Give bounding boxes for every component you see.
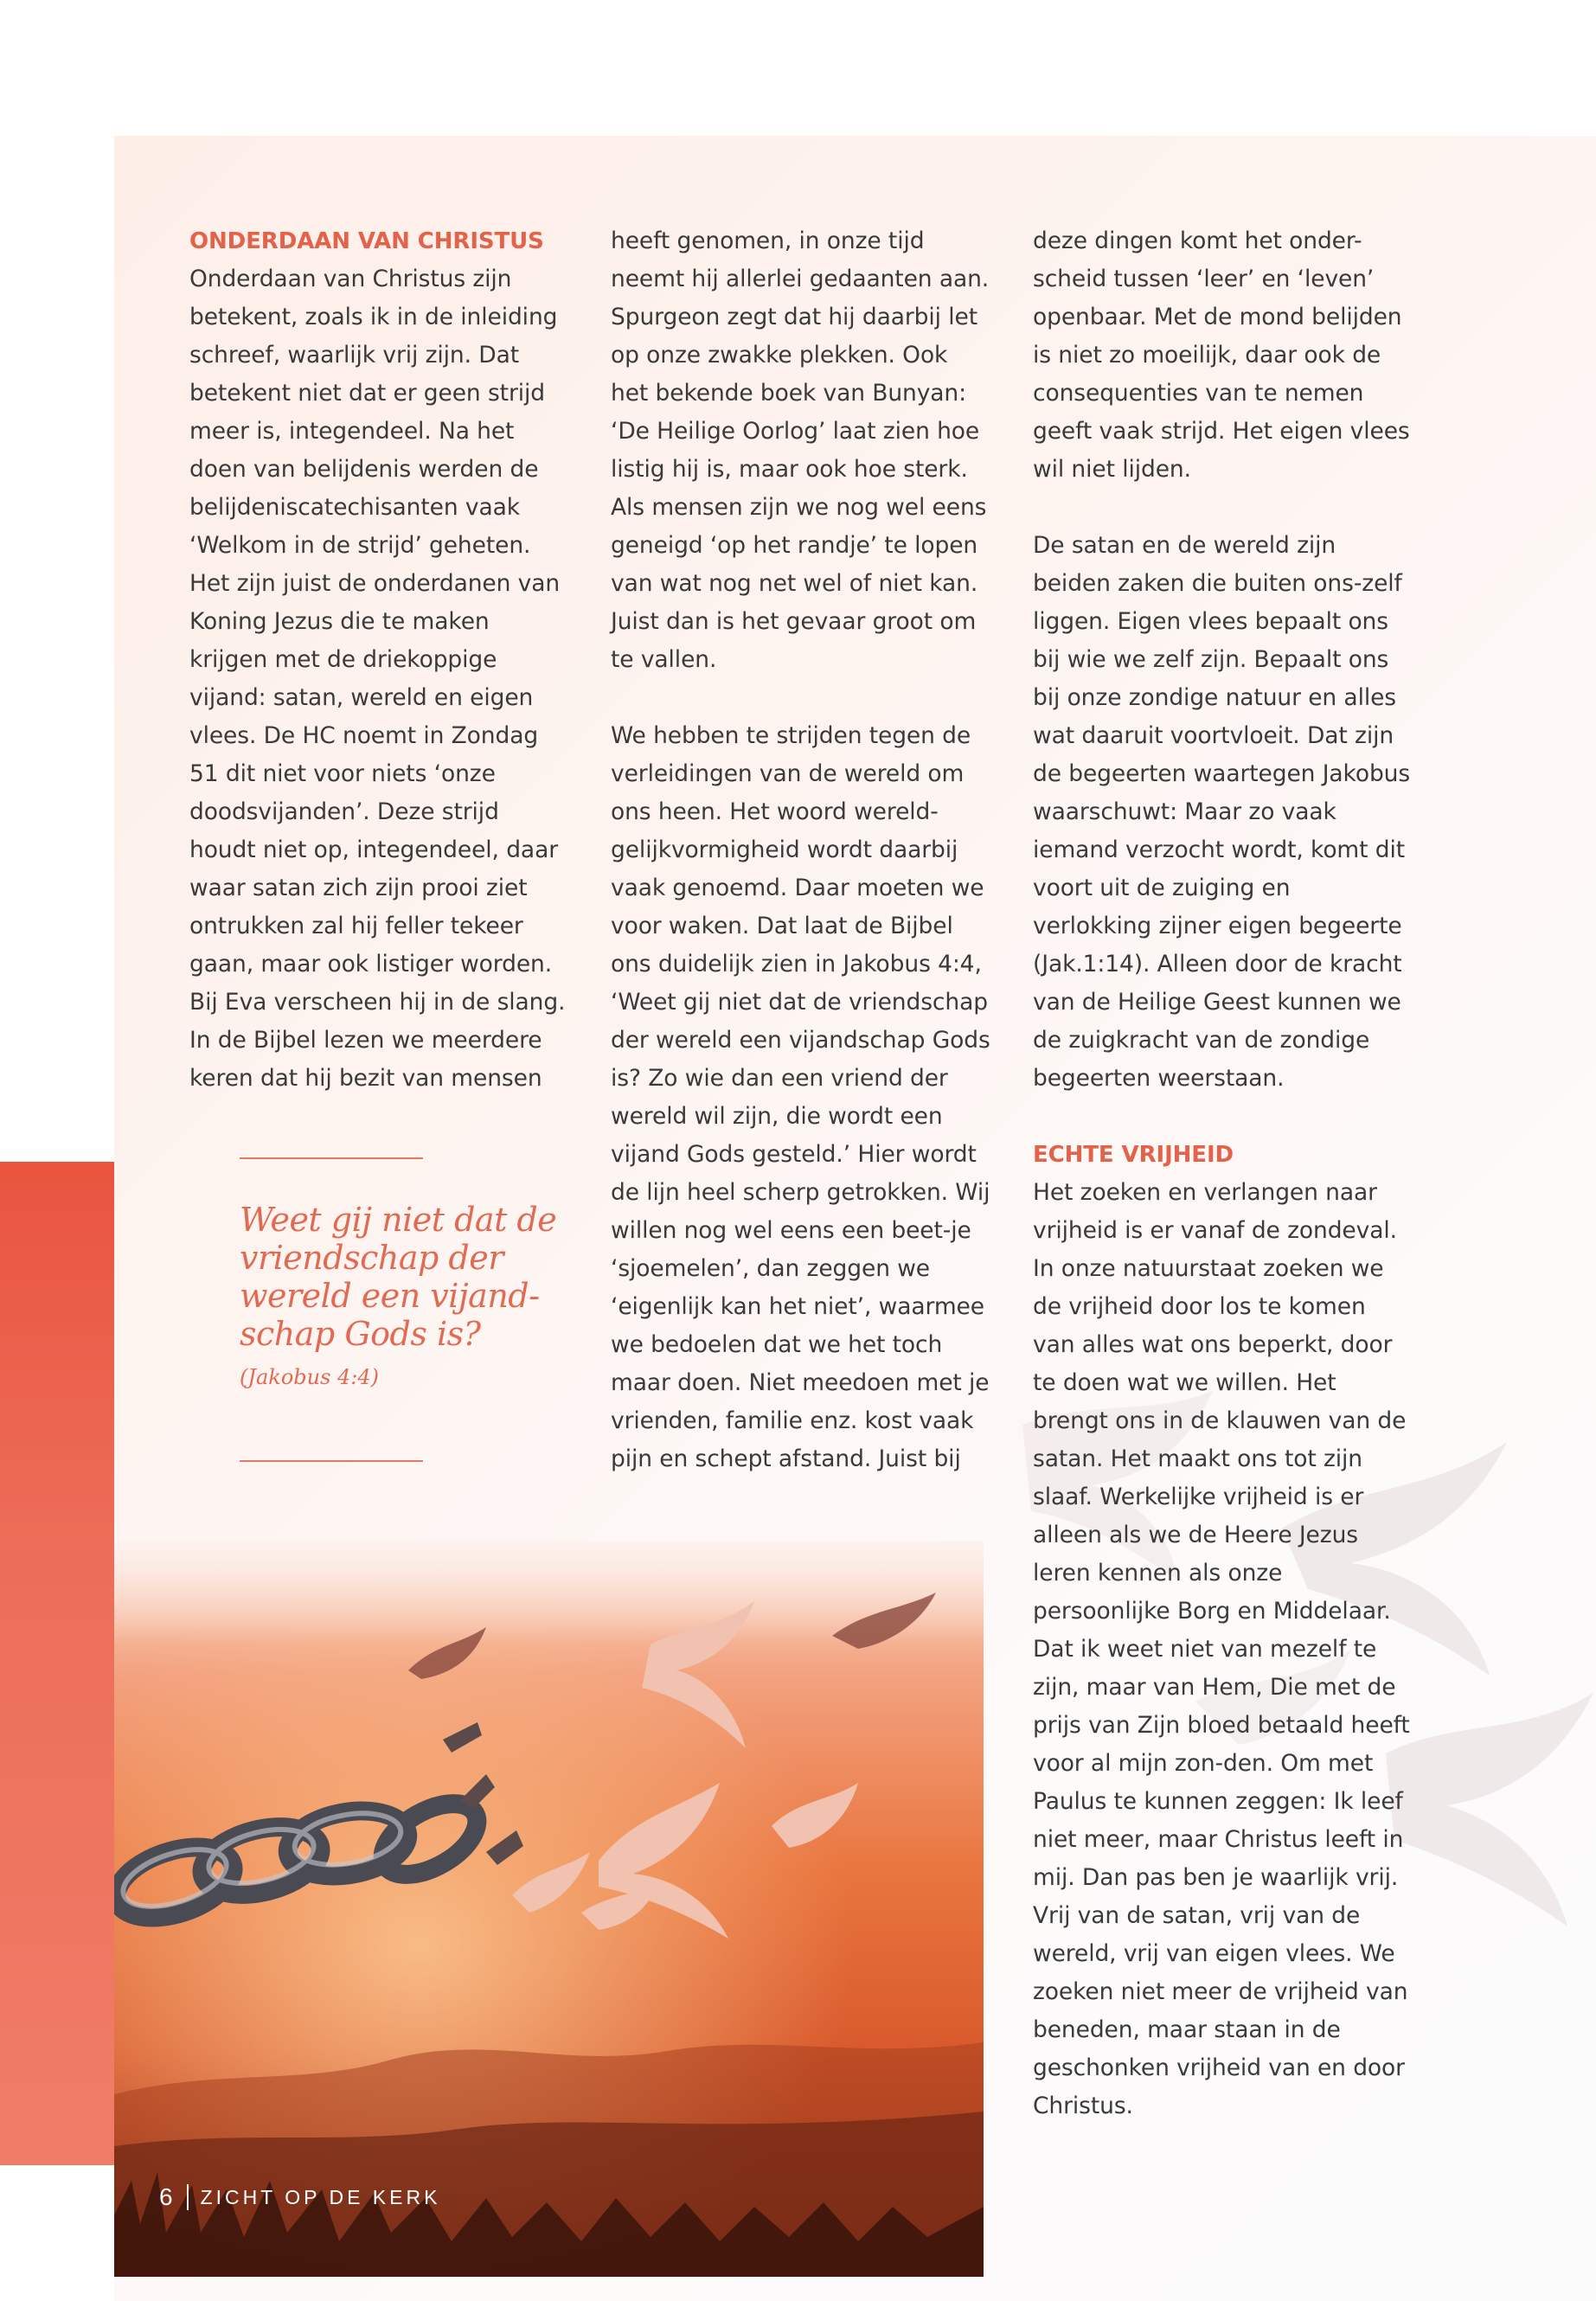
pullquote-bottom-rule [240,1460,423,1462]
footer-separator [187,2184,189,2210]
pullquote-reference: (Jakobus 4:4) [240,1365,380,1389]
paragraph: heeft genomen, in onze tijd neemt hij allerlei gedaanten aan. Spurgeon zegt dat hij daarbij let op onze zwakke plekken. Ook het bekende boek van Bunyan: ‘De Heilige Oorlog’ laat zien hoe listig hij is, maar ook hoe sterk. Als mensen zijn we nog wel eens geneigd ‘op het randje’ te lopen van wat nog net wel of niet kan. Juist dan is het gevaar groot om te vallen. [611,228,990,673]
paragraph: Onderdaan van Christus zijn betekent, zoals ik in de inleiding schreef, waarlijk vrij zijn. Dat betekent niet dat er geen strijd meer is, integendeel. Na het doen van belijdenis werden de belijdeniscatechisanten vaak ‘Welkom in de strijd’ geheten. Het zijn juist de onderdanen van Koning Jezus die te maken krijgen met de driekoppige vijand: satan, wereld en eigen vlees. De HC noemt in Zondag 51 dit niet voor niets ‘onze doodsvijanden’. Deze strijd houdt niet op, integendeel, daar waar satan zich zijn prooi ziet ontrukken zal hij feller tekeer gaan, maar ook listiger worden. Bij Eva verscheen hij in de slang. In de Bijbel lezen we meerdere keren dat hij bezit van mensen [189,266,566,1092]
paragraph: Het zoeken en verlangen naar vrijheid is er vanaf de zondeval. In onze natuurstaat zoeken we de vrijheid door los te komen van alles wat ons beperkt, door te doen wat we willen. Het brengt ons in de klauwen van de satan. Het maakt ons tot zijn slaaf. Werkelijke vrijheid is er alleen als we de Heere Jezus leren kennen als onze persoonlijke Borg en Middelaar. Dat ik weet niet van mezelf te zijn, maar van Hem, Die met de prijs van Zijn bloed betaald heeft voor al mijn zon-den. Om met Paulus te kunnen zeggen: Ik leef niet meer, maar Christus leeft in mij. Dan pas ben je waarlijk vrij. Vrij van de satan, vrij van de wereld, vrij van eigen vlees. We zoeken niet meer de vrijheid van beneden, maar staan in de geschonken vrijheid van en door Christus. [1033,1179,1410,2119]
paragraph: De satan en de wereld zijn beiden zaken die buiten ons-zelf liggen. Eigen vlees bepaalt ons bij wie we zelf zijn. Bepaalt ons bij onze zondige natuur en alles wat daaruit voortvloeit. Dat zijn de begeerten waartegen Jakobus waarschuwt: Maar zo vaak iemand verzocht wordt, komt dit voort uit de zuiging en verlokking zijner eigen begeerte (Jak.1:14). Alleen door de kracht van de Heilige Geest kunnen we de zuigkracht van de zondige begeerten weerstaan. [1033,532,1411,1092]
paragraph: We hebben te strijden tegen de verleidingen van de wereld om ons heen. Het woord wereld-gelijkvormigheid wordt daarbij vaak genoemd. Daar moeten we voor waken. Dat laat de Bijbel ons duidelijk zien in Jakobus 4:4, ‘Weet gij niet dat de vriendschap der wereld een vijandschap Gods is? Zo wie dan een vriend der wereld wil zijn, die wordt een vijand Gods gesteld.’ Hier wordt de lijn heel scherp getrokken. Wij willen nog wel eens een beet-je ‘sjoemelen’, dan zeggen we ‘eigenlijk kan het niet’, waarmee we bedoelen dat we het toch maar doen. Niet meedoen met je vrienden, familie enz. kost vaak pijn en schept afstand. Juist bij [611,722,990,1472]
page-number: 6 [159,2183,173,2210]
accent-side-bar [0,1162,114,2165]
magazine-name: ZICHT OP DE KERK [200,2185,441,2208]
broken-chain-birds-photo [114,1541,984,2277]
section-heading-echte-vrijheid: ECHTE VRIJHEID [1033,1142,1234,1168]
paragraph: deze dingen komt het onder-scheid tussen ‘leer’ en ‘leven’ openbaar. Met de mond belijden is niet zo moeilijk, daar ook de consequenties van te nemen geeft vaak strijd. Het eigen vlees wil niet lijden. [1033,228,1410,483]
page-footer [159,2182,440,2213]
text-column-1 [189,222,570,1098]
section-heading-onderdaan: ONDERDAAN VAN CHRISTUS [189,228,544,254]
text-column-3 [1033,222,1413,2125]
text-column-2 [611,222,991,1478]
pullquote-text: Weet gij niet dat de vriendschap der wereld een vijand-schap Gods is? [240,1201,557,1353]
pullquote-top-rule [240,1157,423,1159]
